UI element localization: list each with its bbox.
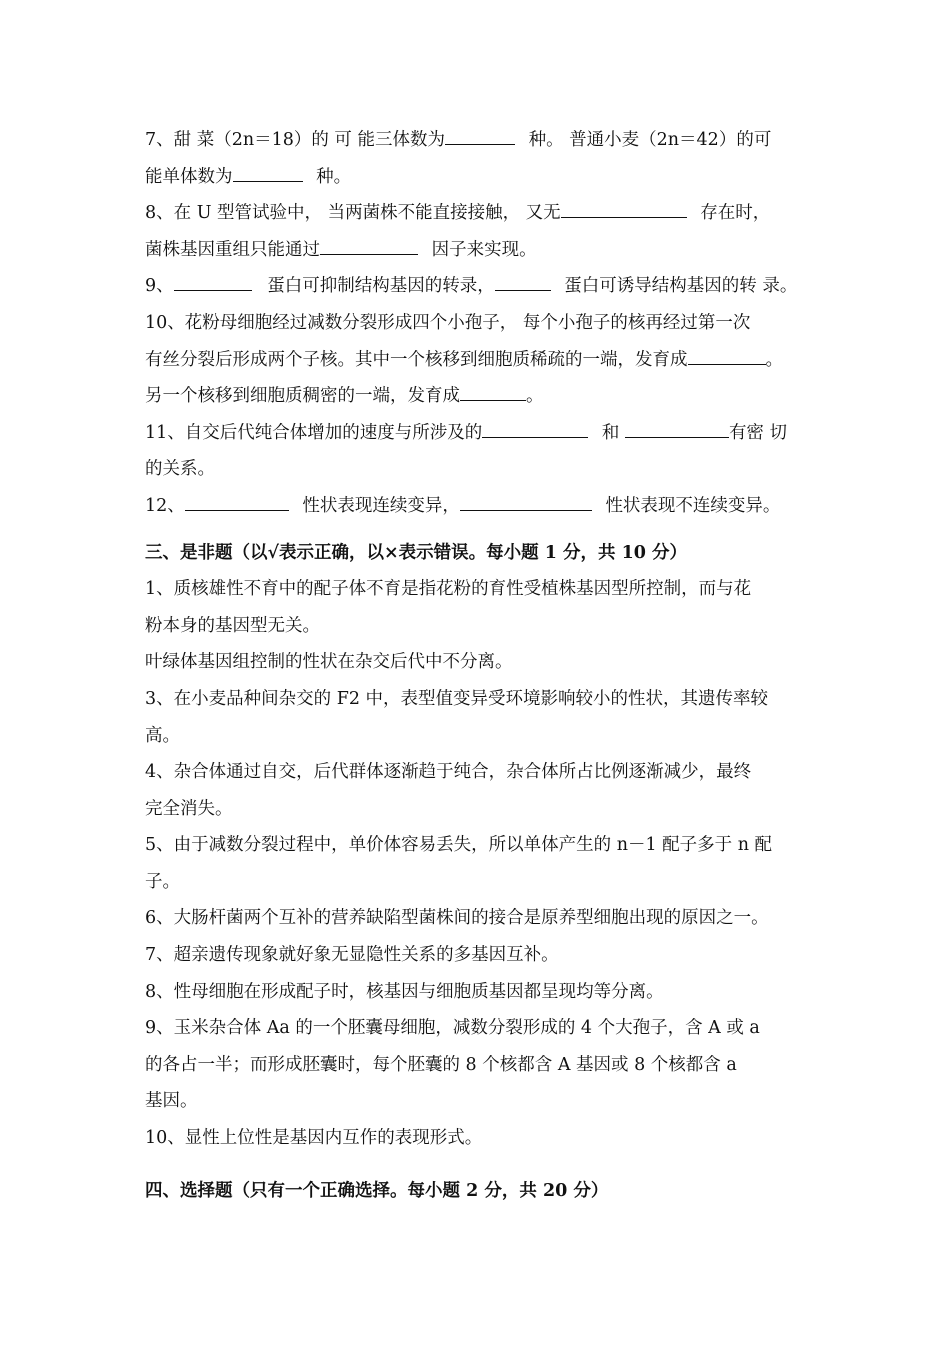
tf-line: 7、超亲遗传现象就好象无显隐性关系的多基因互补。 — [145, 945, 559, 966]
tf-line: 10、显性上位性是基因内互作的表现形式。 — [145, 1128, 483, 1149]
tf-line: 1、质核雄性不育中的配子体不育是指花粉的育性受植株基因型所控制，而与花 — [145, 579, 752, 600]
tf-line: 6、大肠杆菌两个互补的营养缺陷型菌株间的接合是原养型细胞出现的原因之一。 — [145, 908, 769, 929]
section-3-heading: 三、是非题（以√表示正确，以×表示错误。每小题 1 分，共 10 分） — [145, 542, 688, 563]
tf-line: 子。 — [145, 871, 180, 892]
answer-blank — [561, 197, 687, 218]
tf-line: 基因。 — [145, 1091, 198, 1112]
question-7-line-1: 7、甜 菜（2n＝18）的 可 能三体数为 种。 普通小麦（2n＝42）的可 — [145, 122, 813, 159]
question-10-line-3: 另一个核移到细胞质稠密的一端，发育成 。 — [145, 378, 813, 415]
tf-line: 粉本身的基因型无关。 — [145, 615, 320, 636]
question-11-line-1: 11、自交后代纯合体增加的速度与所涉及的 和 有密 切 — [145, 415, 813, 452]
answer-blank — [495, 270, 551, 291]
tf-line: 完全消失。 — [145, 798, 233, 819]
question-8-line-1: 8、在 U 型管试验中， 当两菌株不能直接接触， 又无 存在时， — [145, 195, 813, 232]
tf-line: 4、杂合体通过自交，后代群体逐渐趋于纯合，杂合体所占比例逐渐减少，最终 — [145, 762, 752, 783]
section-4-heading: 四、选择题（只有一个正确选择。每小题 2 分，共 20 分） — [145, 1180, 609, 1201]
answer-blank — [625, 417, 729, 438]
tf-line: 8、性母细胞在形成配子时，核基因与细胞质基因都呈现均等分离。 — [145, 981, 664, 1002]
answer-blank — [320, 234, 418, 255]
tf-line: 5、由于减数分裂过程中，单价体容易丢失，所以单体产生的 n－1 配子多于 n 配 — [145, 835, 773, 856]
document-page — [145, 122, 813, 1209]
tf-line: 9、玉米杂合体 Aa 的一个胚囊母细胞，减数分裂形成的 4 个大孢子，含 A 或 a — [145, 1018, 760, 1039]
tf-line: 的各占一半；而形成胚囊时，每个胚囊的 8 个核都含 A 基因或 8 个核都含 a — [145, 1054, 737, 1075]
tf-line: 3、在小麦品种间杂交的 F2 中，表型值变异受环境影响较小的性状，其遗传率较 — [145, 688, 769, 709]
answer-blank — [460, 490, 592, 511]
question-10-line-2: 有丝分裂后形成两个子核。其中一个核移到细胞质稀疏的一端，发育成 。 — [145, 342, 813, 379]
answer-blank — [174, 270, 252, 291]
tf-line: 叶绿体基因组控制的性状在杂交后代中不分离。 — [145, 652, 513, 673]
question-9-line-1: 9、 蛋白可抑制结构基因的转录， 蛋白可诱导结构基因的转 录。 — [145, 268, 813, 305]
answer-blank — [445, 124, 515, 145]
question-11-line-2: 的关系。 — [145, 459, 215, 480]
question-12-line-1: 12、 性状表现连续变异， 性状表现不连续变异。 — [145, 488, 813, 525]
question-8-line-2: 菌株基因重组只能通过 因子来实现。 — [145, 232, 813, 269]
question-7-line-2: 能单体数为 种。 — [145, 159, 813, 196]
answer-blank — [233, 161, 303, 182]
answer-blank — [482, 417, 588, 438]
answer-blank — [185, 490, 289, 511]
answer-blank — [688, 344, 766, 365]
question-10-line-1: 10、花粉母细胞经过减数分裂形成四个小孢子， 每个小孢子的核再经过第一次 — [145, 312, 751, 333]
answer-blank — [460, 380, 526, 401]
tf-line: 高。 — [145, 725, 180, 746]
